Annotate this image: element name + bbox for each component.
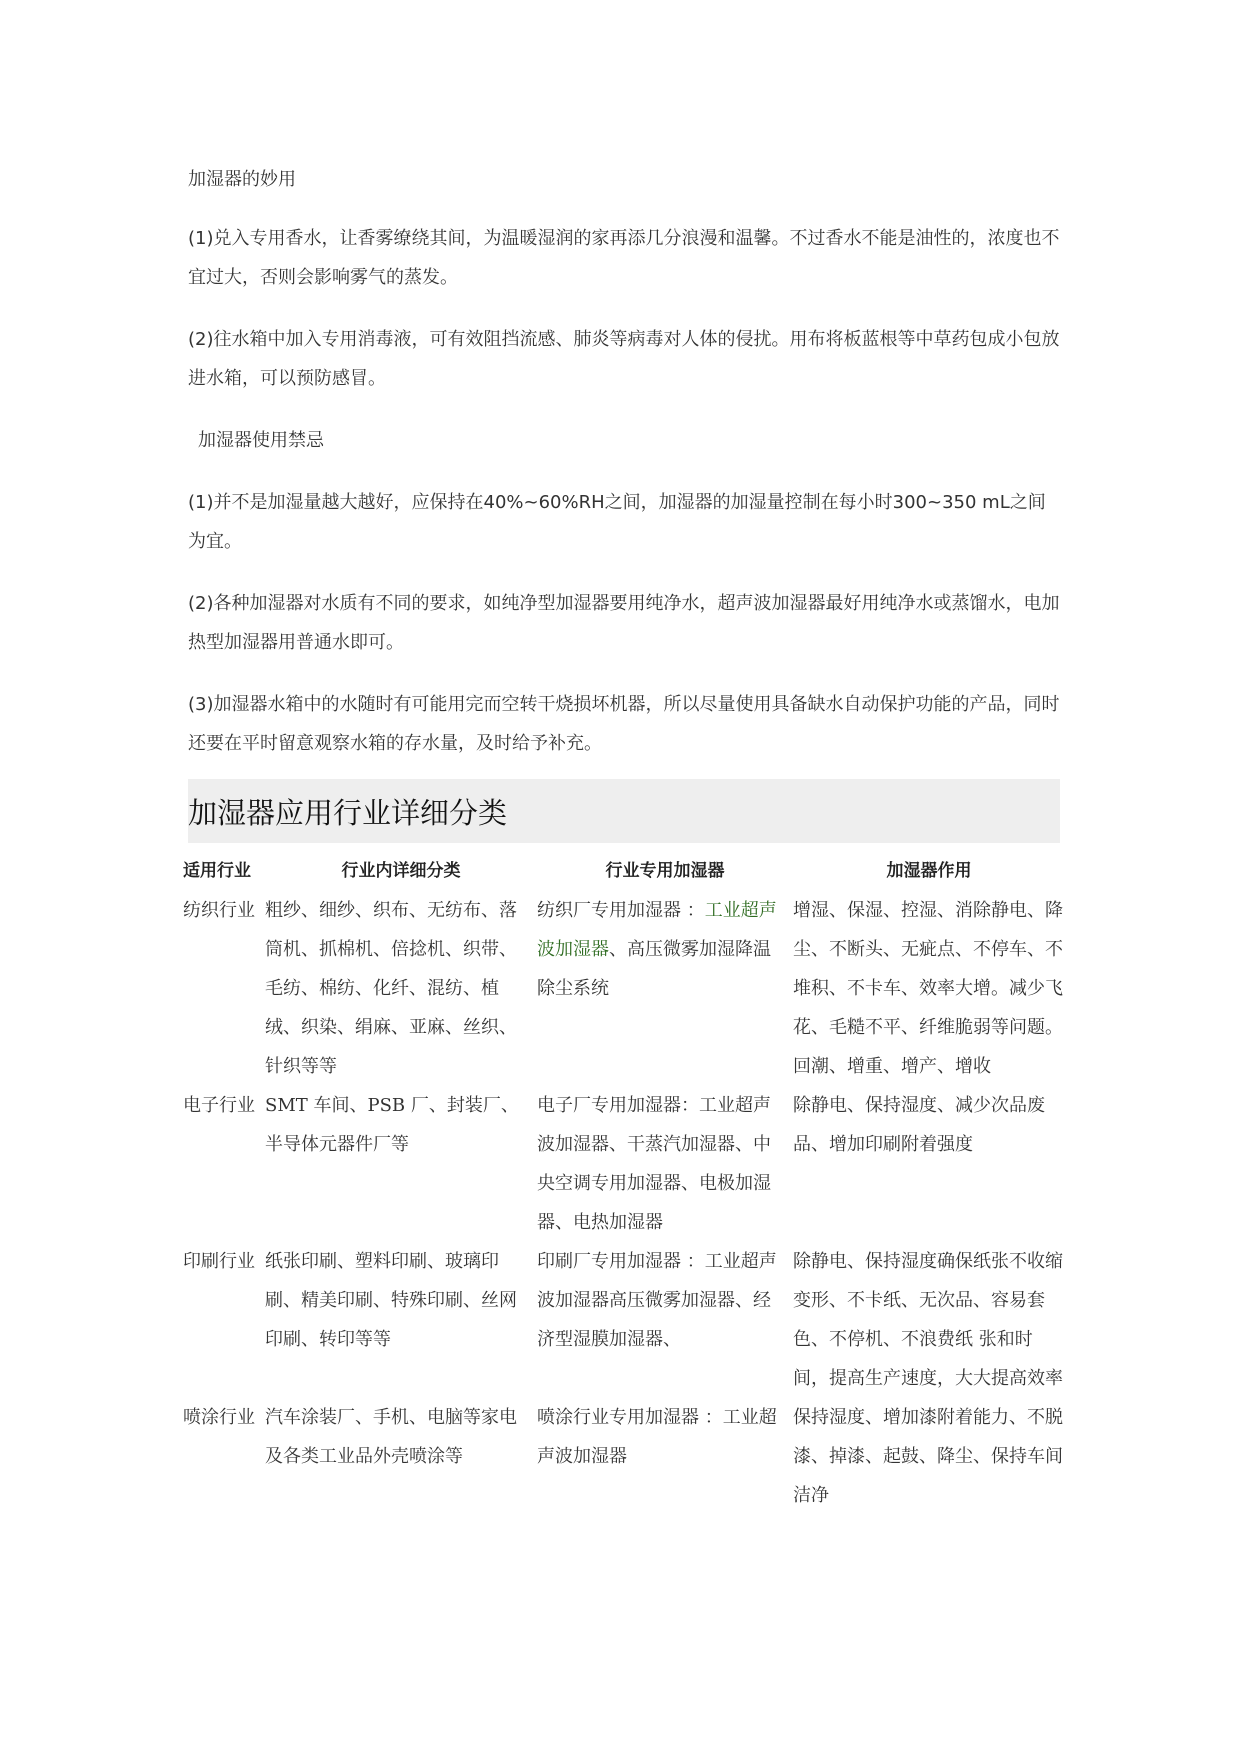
cell-detail: 粗纱、细纱、织布、无纺布、落筒机、抓棉机、倍捻机、织带、毛纺、棉纺、化纤、混纺、植绒、织染、绢麻、亚麻、丝织、针织等等 — [265, 900, 517, 1077]
header-device: 行业专用加湿器 — [605, 861, 725, 881]
cell-detail: 纸张印刷、塑料印刷、玻璃印刷、精美印刷、特殊印刷、丝网印刷、转印等等 — [265, 1251, 517, 1350]
cell-device: 印刷厂专用加湿器 ：工业超声波加湿器高压微雾加湿器、经济型湿膜加湿器、 — [537, 1251, 777, 1350]
intro-item-1-text: 兑入专用香水，让香雾缭绕其间，为温暖湿润的家再添几分浪漫和温馨。不过香水不能是油性的，浓度也不宜过大，否则会影响雾气的蒸发。 — [188, 228, 1060, 288]
cell-device-post: 、高压微雾加湿降温除尘系统 — [537, 939, 771, 999]
taboo-item-1-text-a: 并不是加湿量越大越好，应保持在 — [213, 492, 484, 513]
cell-device: 喷涂行业专用加湿器 ：工业超声波加湿器 — [537, 1407, 777, 1467]
article-body — [188, 160, 1060, 843]
cell-detail: 汽车涂装厂、手机、电脑等家电及各类工业品外壳喷涂等 — [265, 1407, 517, 1467]
intro-item-1 — [188, 219, 1060, 297]
taboo-item-1-value-a: 40%~60%RH — [483, 492, 605, 513]
section-header — [188, 779, 1060, 843]
taboo-item-1 — [188, 483, 1060, 561]
ultrasonic-humidifier-link[interactable]: 工业超声波加湿器 — [537, 900, 777, 960]
intro-title: 加湿器的妙用 — [188, 169, 296, 190]
table-row — [183, 1086, 1065, 1242]
taboo-item-2-text: 各种加湿器对水质有不同的要求，如纯净型加湿器要用纯净水，超声波加湿器最好用纯净水或蒸馏水，电加热型加湿器用普通水即可。 — [188, 593, 1060, 653]
taboo-title: 加湿器使用禁忌 — [198, 430, 324, 451]
intro-item-2-text: 往水箱中加入专用消毒液，可有效阻挡流感、肺炎等病毒对人体的侵扰。用布将板蓝根等中草药包成小包放进水箱，可以预防感冒。 — [188, 329, 1060, 389]
table-row — [183, 891, 1065, 1086]
taboo-item-1-text-c: 之间为宜。 — [188, 492, 1046, 552]
taboo-item-3-num: (3) — [188, 694, 214, 715]
cell-device — [537, 891, 793, 1086]
taboo-item-1-text-b: 之间，加湿器的加湿量控制在每小时 — [604, 492, 893, 513]
header-detail: 行业内详细分类 — [341, 861, 461, 881]
cell-effect: 保持湿度、增加漆附着能力、不脱漆、掉漆、起鼓、降尘、保持车间洁净 — [793, 1407, 1063, 1506]
cell-industry: 电子行业 — [183, 1095, 255, 1116]
table-row — [183, 1398, 1065, 1515]
cell-device: 电子厂专用加湿器：工业超声波加湿器、干蒸汽加湿器、中央空调专用加湿器、电极加湿器、电热加湿器 — [537, 1095, 771, 1233]
taboo-item-2 — [188, 584, 1060, 662]
header-industry: 适用行业 — [183, 861, 251, 881]
intro-item-1-num: (1) — [188, 228, 214, 249]
intro-item-2-num: (2) — [188, 329, 214, 350]
cell-effect: 增湿、保湿、控湿、消除静电、降尘、不断头、无疵点、不停车、不堆积、不卡车、效率大增。减少飞花、毛糙不平、纤维脆弱等问题。回潮、增重、增产、增收 — [793, 900, 1063, 1077]
cell-industry: 印刷行业 — [183, 1251, 255, 1272]
header-effect: 加湿器作用 — [886, 861, 972, 881]
cell-device-pre: 纺织厂专用加湿器 ： — [537, 900, 705, 921]
taboo-item-1-num: (1) — [188, 492, 214, 513]
cell-industry: 喷涂行业 — [183, 1407, 255, 1428]
cell-detail: SMT 车间、PSB 厂、封装厂、半导体元器件厂等 — [265, 1095, 519, 1155]
taboo-item-2-num: (2) — [188, 593, 214, 614]
cell-industry: 纺织行业 — [183, 900, 255, 921]
taboo-item-3-text: 加湿器水箱中的水随时有可能用完而空转干烧损坏机器，所以尽量使用具备缺水自动保护功能的产品，同时还要在平时留意观察水箱的存水量，及时给予补充。 — [188, 694, 1060, 754]
cell-effect: 除静电、保持湿度确保纸张不收缩变形、不卡纸、无次品、容易套色、不停机、不浪费纸 张和时间，提高生产速度，大大提高效率 — [793, 1251, 1063, 1389]
cell-effect: 除静电、保持湿度、减少次品废品、增加印刷附着强度 — [793, 1095, 1045, 1155]
table-row — [183, 1242, 1065, 1398]
industry-table — [183, 852, 1065, 1515]
section-title: 加湿器应用行业详细分类 — [188, 795, 508, 830]
intro-item-2 — [188, 320, 1060, 398]
taboo-item-3 — [188, 685, 1060, 763]
taboo-item-1-value-b: 300~350 mL — [892, 492, 1010, 513]
table-header-row — [183, 852, 1065, 891]
